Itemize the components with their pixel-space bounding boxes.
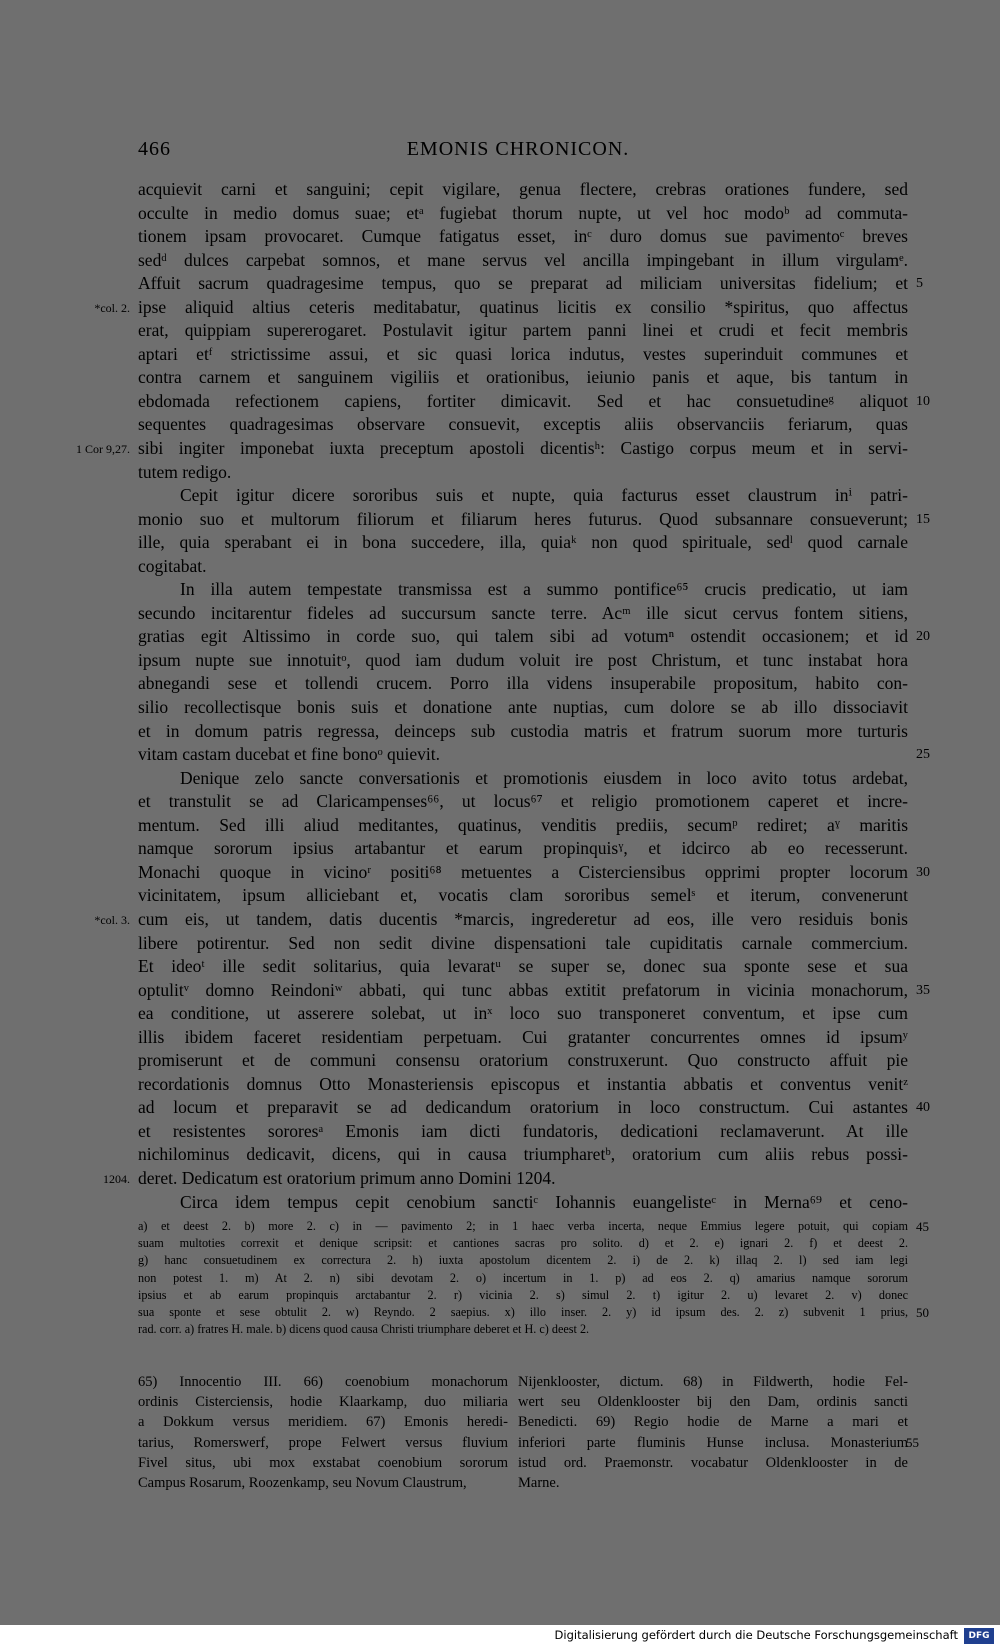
note-line [138, 1453, 508, 1473]
text-line [138, 366, 908, 390]
text-line [138, 1120, 908, 1144]
line-text: Affuit sacrum quadragesime tempus, quo se preparat ad miliciam universitas fidelium; et [138, 273, 908, 294]
note-line [138, 1287, 908, 1304]
line-text: silio recollectisque bonis suis et donatione ante nuptias, cum dolore se ab illo dissociavit [138, 697, 908, 718]
line-text: cogitabat. [138, 555, 207, 576]
text-line [138, 343, 908, 367]
note-line [138, 1235, 908, 1252]
text-line [138, 861, 930, 885]
text-line [138, 531, 908, 555]
line-text: suam multoties correxit et denique scripsit: et cantiones sacras pro solito. d) et 2. e) ignari 2. f) et deest 2. [138, 1236, 908, 1251]
line-number: 10 [916, 393, 930, 409]
text-line [138, 649, 908, 673]
line-number: 40 [916, 1100, 930, 1116]
critical-apparatus [138, 1218, 929, 1338]
text-line [138, 790, 908, 814]
line-text: Monachi quoque in vicinoʳ positi⁶⁸ metuentes a Cisterciensibus opprimi propter locorum [138, 861, 908, 882]
line-text: recordationis domnus Otto Monasteriensis episcopus et instantia abbatis et conventus venitᶻ [138, 1073, 908, 1094]
note-line [138, 1321, 908, 1338]
text-line [138, 319, 908, 343]
line-number: 50 [916, 1304, 929, 1320]
line-number: 15 [916, 511, 930, 527]
note-line [138, 1304, 929, 1321]
text-line [138, 578, 908, 602]
line-number: 5 [916, 276, 923, 292]
text-line [138, 884, 908, 908]
text-line [138, 767, 908, 791]
note-line [138, 1473, 508, 1493]
text-line [138, 1143, 908, 1167]
line-text: Et ideoᵗ ille sedit solitarius, quia levaratᵘ se super se, donec sua sponte sese et sua [138, 956, 908, 977]
text-line [138, 814, 908, 838]
text-line [138, 837, 908, 861]
line-text: acquievit carni et sanguini; cepit vigilare, genua flectere, crebras orationes fundere, sed [138, 179, 908, 199]
line-text: tarius, Romerswerf, prope Felwert versus fluvium [138, 1434, 508, 1451]
text-line [138, 508, 930, 532]
note-line [138, 1412, 508, 1432]
margin-note: 1 Cor 9,27. [76, 442, 130, 457]
note-line [138, 1270, 908, 1287]
footer-credit: Digitalisierung gefördert durch die Deutsche Forschungsgemeinschaft [554, 1628, 958, 1642]
note-line [518, 1473, 908, 1493]
text-line [138, 413, 908, 437]
line-text: ipsum nupte sue innotuitᵒ, quod iam dudum voluit ire post Christum, et tunc instabat hora [138, 649, 908, 670]
line-text: namque sororum ipsius artabantur et earum propinquisˠ, et idcirco ab eo recesserunt. [138, 838, 908, 859]
line-number: 55 [906, 1434, 919, 1450]
line-text: g) hanc consuetudinem ex correctura 2. h) iuxta apostolum dicentem 2. i) de 2. k) illaq 2. l) sed iam legi [138, 1253, 908, 1268]
text-line [94, 908, 908, 932]
line-text: sibi ingiter imponebat iuxta preceptum apostoli dicentisʰ: Castigo corpus meum et in servi- [138, 438, 908, 459]
page-number: 466 [138, 138, 171, 160]
line-text: a) et deest 2. b) more 2. c) in — pavimento 2; in 1 haec verba incerta, neque Emmius legere potuit, qui copiam [138, 1219, 908, 1233]
text-line [138, 720, 908, 744]
line-text: inferiori parte fluminis Hunse inclusa. Monasterium [518, 1434, 908, 1451]
line-text: optulitᵛ domno Reindoniʷ abbati, qui tunc abbas extitit prefatorum in vicinia monachorum, [138, 979, 908, 1000]
line-text: wert seu Oldenklooster bij den Dam, ordinis sancti [518, 1394, 908, 1411]
text-line [138, 955, 908, 979]
note-line [518, 1412, 908, 1432]
commentary-notes-right [518, 1372, 919, 1493]
line-text: illis ibidem faceret residentiam perpetuam. Cui gratanter concurrentes omnes id ipsumʸ [138, 1026, 908, 1047]
line-text: contra carnem et sanguinem vigiliis et orationibus, ieiunio panis et aque, bis tantum in [138, 367, 908, 388]
line-text: Fivel situs, ubi mox exstabat coenobium sororum [138, 1454, 508, 1471]
line-text: et in domum patris regressa, deinceps sub custodia matris et fratrum suorum more turturis [138, 720, 908, 741]
dfg-logo: DFG [964, 1628, 994, 1644]
line-text: rad. corr. a) fratres H. male. b) dicens quod causa Christi triumphare deberet et H. c) deest 2. [138, 1322, 590, 1337]
line-text: gratias egit Altissimo in corde suo, qui talem sibi ad votumⁿ ostendit occasionem; et id [138, 626, 908, 647]
text-line [138, 555, 908, 579]
line-text: abnegandi sese et tollendi crucem. Porro illa videns insuperabile propositum, habito con- [138, 673, 908, 694]
line-text: sequentes quadragesimas observare consuevit, exceptis aliis observanciis feriarum, quas [138, 414, 908, 435]
text-line [138, 1049, 908, 1073]
note-line [138, 1252, 908, 1269]
line-text: vicinitatem, ipsum alliciebant et, vocatis clam sororibus semelˢ et iterum, convenerunt [138, 885, 908, 906]
line-text: secundo incitarentur fideles ad succursum sancte terre. Acᵐ ille sicut cervus fontem sitiens, [138, 602, 908, 623]
commentary-notes-left [138, 1372, 508, 1493]
line-text: et resistentes sororesᵃ Emonis iam dicti fundatoris, dedicationi reclamaverunt. At ille [138, 1120, 908, 1141]
text-line [138, 625, 930, 649]
text-line [76, 437, 908, 461]
line-text: Circa idem tempus cepit cenobium sanctiᶜ Iohannis euangelisteᶜ in Merna⁶⁹ et ceno- [180, 1191, 908, 1212]
text-line [138, 1026, 908, 1050]
line-text: a Dokkum versus meridiem. 67) Emonis heredi- [138, 1414, 508, 1431]
note-line [138, 1372, 508, 1392]
line-text: promiserunt et de communi consensu oratorium construxerunt. Quo constructo affuit pie [138, 1050, 908, 1071]
line-text: libere potirentur. Sed non sedit divine dispensationi tale cupiditatis carnale commercium. [138, 932, 908, 953]
line-text: mentum. Sed illi aliud meditantes, quatinus, venditis prediis, secumᵖ rediret; aˠ maritis [138, 814, 908, 835]
margin-note: *col. 3. [94, 912, 130, 927]
line-text: occulte in medio domus suae; etᵃ fugiebat thorum nupte, ut vel hoc modoᵇ ad commuta- [138, 202, 908, 223]
line-text: ille, quia sperabant ei in bona succedere, illa, quiaᵏ non quod spirituale, sedˡ quod carnale [138, 532, 908, 553]
line-number: 20 [916, 629, 930, 645]
line-text: ea conditione, ut asserere solebat, ut inˣ loco suo transponeret conventum, et ipse cum [138, 1003, 908, 1024]
line-text: cum eis, ut tandem, datis ducentis *marcis, ingrederetur ad eos, ille vero residuis bonis [138, 908, 908, 929]
note-line [138, 1218, 929, 1235]
text-line [138, 272, 923, 296]
text-line [103, 1167, 908, 1191]
text-line [138, 225, 908, 249]
line-text: tutem redigo. [138, 461, 232, 482]
running-title: EMONIS CHRONICON. [406, 138, 630, 160]
note-line [518, 1433, 919, 1453]
line-text: et transtulit se ad Claricampenses⁶⁶, ut locus⁶⁷ et religio promotionem caperet et incre- [138, 791, 908, 812]
text-line [138, 743, 930, 767]
line-text: ipsius et ab earum propinquis arctabantur 2. r) vicinia 2. s) simul 2. t) igitur 2. u) levaret 2. v) donec [138, 1287, 908, 1302]
text-line [138, 1002, 908, 1026]
margin-note: 1204. [103, 1171, 130, 1186]
line-text: Benedicti. 69) Regio hodie de Marne a mari et [518, 1414, 908, 1431]
line-text: ipse aliquid altius ceteris meditabatur, quatinus licitis ex consilio *spiritus, quo affectus [138, 296, 908, 317]
note-line [518, 1392, 908, 1412]
line-number: 30 [916, 864, 930, 880]
text-line [138, 979, 930, 1003]
text-line [94, 296, 908, 320]
line-text: Marne. [518, 1474, 560, 1491]
line-text: 65) Innocentio III. 66) coenobium monachorum [138, 1374, 508, 1390]
line-text: Cepit igitur dicere sororibus suis et nupte, quia facturus esset claustrum inⁱ patri- [180, 485, 908, 506]
line-text: Denique zelo sancte conversationis et promotionis eiusdem in loco avito totus ardebat, [180, 767, 908, 788]
note-line [518, 1453, 908, 1473]
page-header [138, 138, 898, 166]
text-line [138, 461, 908, 485]
text-line [138, 672, 908, 696]
line-text: In illa autem tempestate transmissa est a summo pontifice⁶⁵ crucis predicatio, ut iam [180, 579, 908, 600]
line-number: 35 [916, 982, 930, 998]
text-line [138, 602, 908, 626]
text-line [138, 1073, 908, 1097]
text-line [138, 1191, 908, 1215]
line-text: deret. Dedicatum est oratorium primum anno Domini 1204. [138, 1167, 556, 1188]
line-text: sedᵈ dulces carpebat somnos, et mane servus vel ancilla impingebant in illum virgulamᵉ. [138, 249, 908, 270]
text-line [138, 390, 930, 414]
text-line [138, 484, 908, 508]
text-line [138, 696, 908, 720]
line-text: Nijenklooster, dictum. 68) in Fildwerth, hodie Fel- [518, 1374, 908, 1390]
line-text: vitam castam ducebat et fine bonoᵒ quievit. [138, 744, 440, 765]
note-line [138, 1392, 508, 1412]
line-text: ad locum et preparavit se ad dedicandum oratorium in loco constructum. Cui astantes [138, 1097, 908, 1118]
line-number: 25 [916, 747, 930, 763]
footer-strip [0, 1625, 1000, 1647]
line-text: Campus Rosarum, Roozenkamp, seu Novum Claustrum, [138, 1474, 467, 1491]
line-text: ordinis Cisterciensis, hodie Klaarkamp, duo miliaria [138, 1394, 508, 1411]
note-line [518, 1372, 908, 1392]
text-line [138, 249, 908, 273]
line-text: ebdomada refectionem capiens, fortiter dimicavit. Sed et hac consuetudineᵍ aliquot [138, 390, 908, 411]
line-text: aptari etᶠ strictissime assui, et sic quasi lorica indutus, vestes superinduit communes et [138, 343, 908, 364]
line-text: istud ord. Praemonstr. vocabatur Oldenklooster in de [518, 1454, 908, 1471]
text-line [138, 202, 908, 226]
margin-note: *col. 2. [94, 300, 130, 315]
line-text: non potest 1. m) At 2. n) sibi devotam 2. o) incertum in 1. p) ad eos 2. q) amarius namque sororum [138, 1270, 908, 1285]
line-text: erat, quippiam supererogaret. Postulavit igitur partem panni linei et crudi et fecit membris [138, 320, 908, 341]
text-line [138, 1096, 930, 1120]
line-text: nichilominus dedicavit, dicens, qui in causa triumpharetᵇ, oratorium cum aliis rebus possi- [138, 1144, 908, 1165]
line-text: sua sponte et sese obtulit 2. w) Reyndo. 2 saepius. x) illo inser. 2. y) id ipsum des. 2. z) subvenit 1 prius, [138, 1304, 908, 1319]
text-line [138, 178, 908, 202]
main-text [76, 178, 930, 1214]
line-number: 45 [916, 1219, 929, 1234]
text-line [138, 932, 908, 956]
note-line [138, 1433, 508, 1453]
line-text: monio suo et multorum filiorum et filiarum heres futurus. Quod subsannare consueverunt; [138, 508, 908, 529]
line-text: tionem ipsam provocaret. Cumque fatigatus esset, inᶜ duro domus sue pavimentoᶜ breves [138, 226, 908, 247]
